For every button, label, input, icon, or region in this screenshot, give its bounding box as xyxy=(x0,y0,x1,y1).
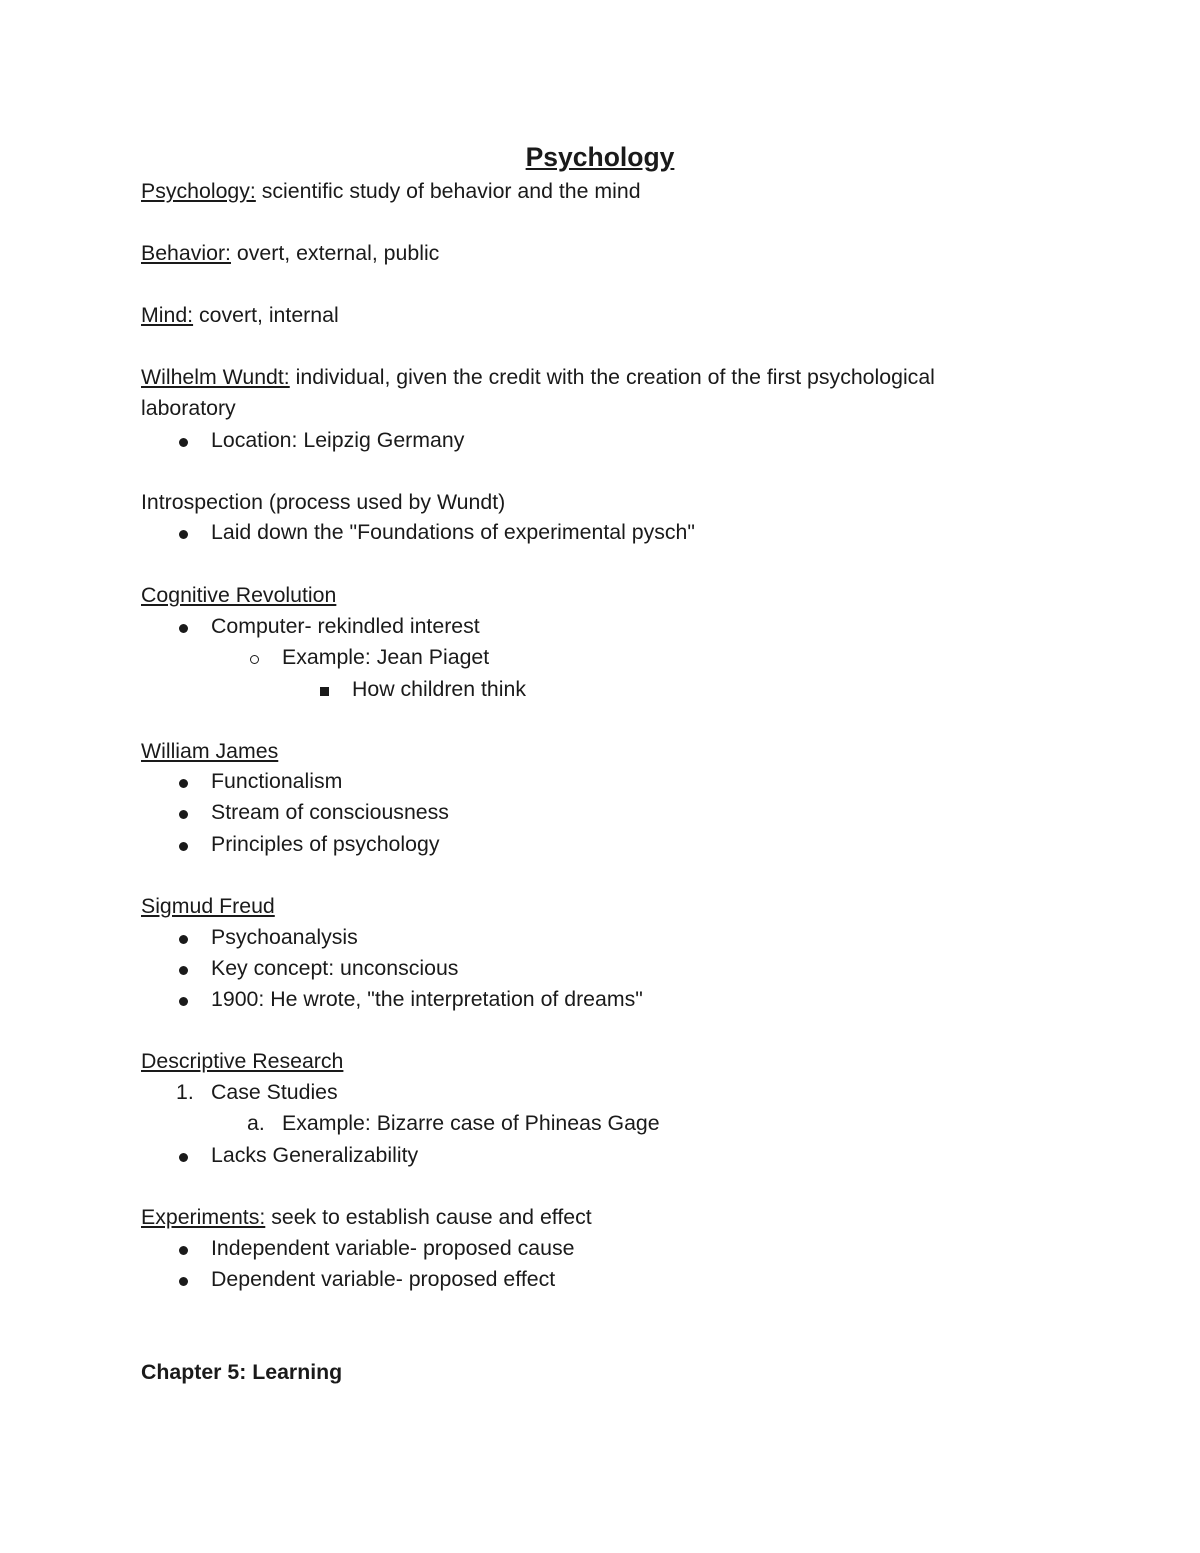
term: Behavior: xyxy=(141,241,231,265)
list-item: 1900: He wrote, "the interpretation of dreams" xyxy=(211,987,643,1011)
definition-text: overt, external, public xyxy=(230,241,440,265)
bullet-disc xyxy=(179,935,188,944)
term: Experiments: xyxy=(141,1205,266,1229)
bullet-disc xyxy=(179,810,188,819)
definition-wundt-cont: laboratory xyxy=(141,396,236,420)
bullet-disc xyxy=(179,997,188,1006)
bullet-disc xyxy=(179,530,188,539)
definition-text: scientific study of behavior and the mind xyxy=(255,179,641,203)
definition-psychology xyxy=(141,178,641,204)
definition-text: individual, given the credit with the creation of the first psychological xyxy=(289,365,935,389)
definition-mind xyxy=(141,302,339,328)
bullet-disc xyxy=(179,1277,188,1286)
bullet-disc xyxy=(179,1153,188,1162)
term: Mind: xyxy=(141,303,194,327)
list-item: Lacks Generalizability xyxy=(211,1143,419,1167)
list-item-lettered: Example: Bizarre case of Phineas Gage xyxy=(282,1111,660,1135)
list-item: Functionalism xyxy=(211,769,343,793)
list-item-subsub: How children think xyxy=(352,677,527,701)
bullet-disc xyxy=(179,966,188,975)
list-item: Independent variable- proposed cause xyxy=(211,1236,575,1260)
definition-text: seek to establish cause and effect xyxy=(265,1205,592,1229)
bullet-disc xyxy=(179,779,188,788)
list-item: Principles of psychology xyxy=(211,832,440,856)
list-item: Stream of consciousness xyxy=(211,800,449,824)
descriptive-heading: Descriptive Research xyxy=(141,1049,344,1073)
list-item: Laid down the "Foundations of experimental pysch" xyxy=(211,520,695,544)
introspection-heading: Introspection (process used by Wundt) xyxy=(141,490,506,514)
list-item: Computer- rekindled interest xyxy=(211,614,480,638)
chapter-heading: Chapter 5: Learning xyxy=(141,1360,343,1384)
cognitive-heading: Cognitive Revolution xyxy=(141,583,337,607)
letter-marker: a. xyxy=(247,1111,265,1135)
definition-experiments xyxy=(141,1204,592,1230)
bullet-square xyxy=(320,687,329,696)
number-marker: 1. xyxy=(176,1080,194,1104)
list-item: Key concept: unconscious xyxy=(211,956,459,980)
page-title: Psychology xyxy=(525,142,675,172)
bullet-disc xyxy=(179,842,188,851)
bullet-disc xyxy=(179,624,188,633)
bullet-disc xyxy=(179,1246,188,1255)
list-item: Psychoanalysis xyxy=(211,925,358,949)
list-item-numbered: Case Studies xyxy=(211,1080,338,1104)
freud-heading: Sigmud Freud xyxy=(141,894,275,918)
definition-text: covert, internal xyxy=(193,303,339,327)
bullet-disc xyxy=(179,438,188,447)
term: Wilhelm Wundt: xyxy=(141,365,290,389)
bullet-circle xyxy=(250,655,259,664)
list-item: Location: Leipzig Germany xyxy=(211,428,465,452)
list-item: Dependent variable- proposed effect xyxy=(211,1267,556,1291)
list-item-sub: Example: Jean Piaget xyxy=(282,645,490,669)
term: Psychology: xyxy=(141,179,256,203)
james-heading: William James xyxy=(141,739,279,763)
definition-behavior xyxy=(141,240,439,266)
definition-wundt xyxy=(141,364,935,390)
